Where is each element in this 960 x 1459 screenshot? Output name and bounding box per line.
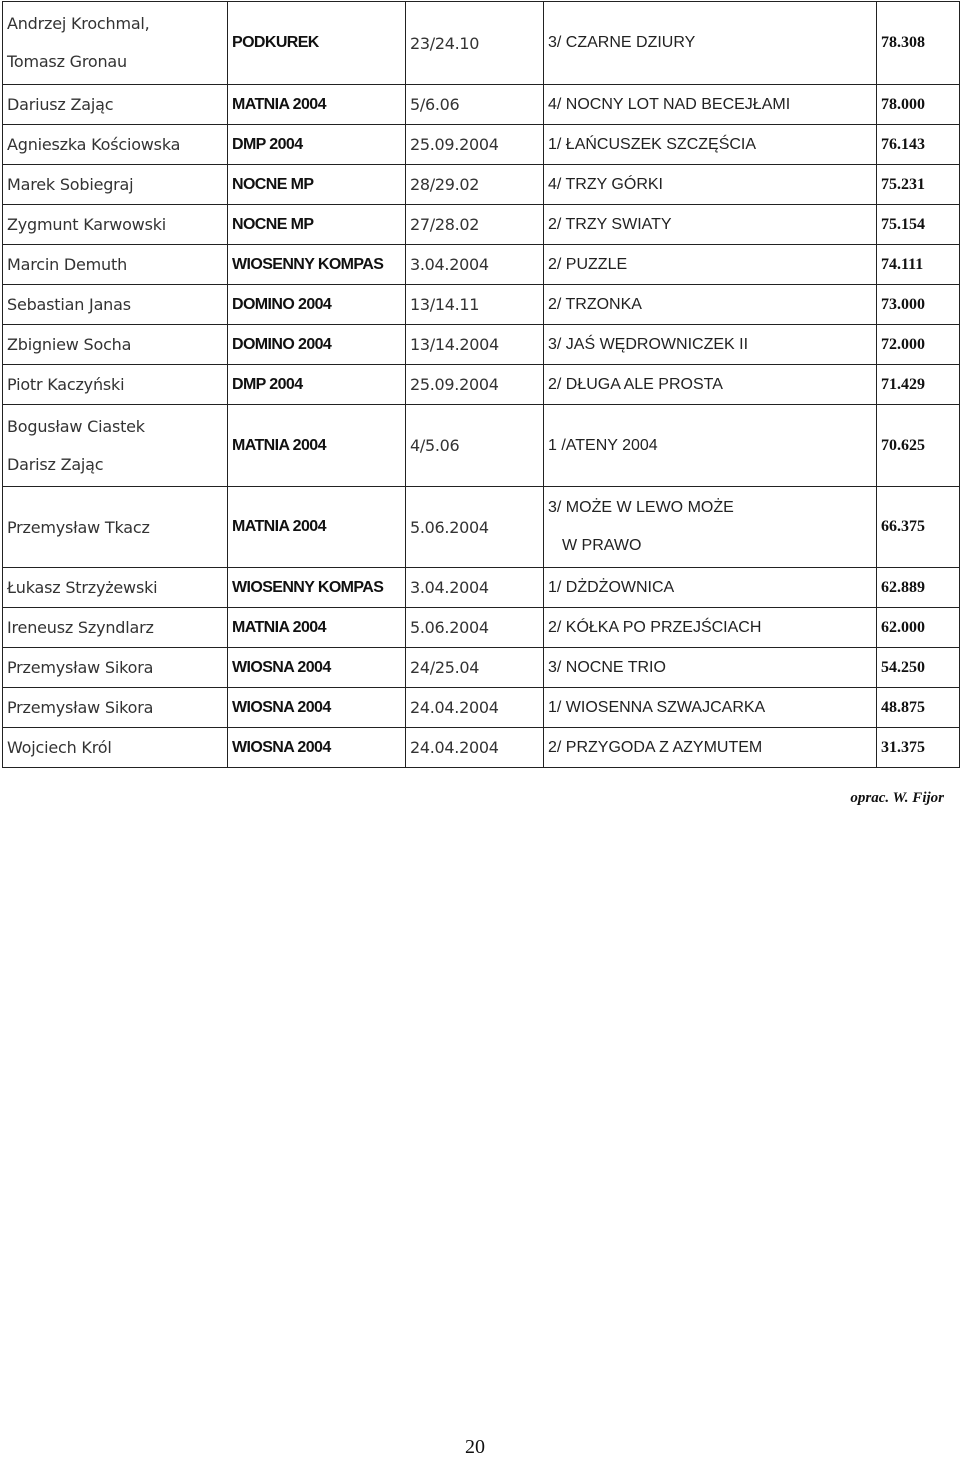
route-name: 2/ PRZYGODA Z AZYMUTEM — [544, 728, 877, 768]
score: 76.143 — [877, 125, 960, 165]
page-number: 20 — [465, 1436, 485, 1458]
event-date: 5.06.2004 — [406, 487, 544, 568]
event-name: DMP 2004 — [228, 365, 406, 405]
event-date: 25.09.2004 — [406, 365, 544, 405]
event-name: WIOSNA 2004 — [228, 728, 406, 768]
table-row — [3, 285, 960, 325]
event-name: MATNIA 2004 — [228, 85, 406, 125]
participant-name: Agnieszka Kościowska — [3, 125, 228, 165]
route-name: W PRAWO — [562, 537, 642, 554]
results-table — [2, 1, 960, 768]
participant-name-cell — [3, 405, 228, 487]
event-date: 28/29.02 — [406, 165, 544, 205]
event-date: 4/5.06 — [406, 405, 544, 487]
event-date: 5.06.2004 — [406, 608, 544, 648]
table-row — [3, 325, 960, 365]
table-row — [3, 365, 960, 405]
participant-name: Andrzej Krochmal, — [7, 14, 150, 33]
participant-name: Przemysław Sikora — [3, 648, 228, 688]
event-name: PODKUREK — [228, 2, 406, 85]
score: 66.375 — [877, 487, 960, 568]
participant-name: Zbigniew Socha — [3, 325, 228, 365]
score: 75.231 — [877, 165, 960, 205]
event-date: 23/24.10 — [406, 2, 544, 85]
table-row — [3, 608, 960, 648]
score: 75.154 — [877, 205, 960, 245]
participant-name: Dariusz Zając — [3, 85, 228, 125]
table-row — [3, 568, 960, 608]
participant-name: Tomasz Gronau — [7, 52, 127, 71]
route-name: 4/ NOCNY LOT NAD BECEJŁAMI — [544, 85, 877, 125]
route-name: 2/ PUZZLE — [544, 245, 877, 285]
table-row — [3, 85, 960, 125]
table-row — [3, 688, 960, 728]
participant-name: Łukasz Strzyżewski — [3, 568, 228, 608]
route-name: 3/ NOCNE TRIO — [544, 648, 877, 688]
event-date: 13/14.11 — [406, 285, 544, 325]
route-name: 1/ WIOSENNA SZWAJCARKA — [544, 688, 877, 728]
participant-name: Zygmunt Karwowski — [3, 205, 228, 245]
event-date: 13/14.2004 — [406, 325, 544, 365]
table-row — [3, 648, 960, 688]
event-date: 3.04.2004 — [406, 245, 544, 285]
route-name: 3/ CZARNE DZIURY — [544, 2, 877, 85]
score: 78.000 — [877, 85, 960, 125]
event-date: 25.09.2004 — [406, 125, 544, 165]
table-row — [3, 2, 960, 85]
event-name: WIOSNA 2004 — [228, 688, 406, 728]
event-name: DOMINO 2004 — [228, 325, 406, 365]
participant-name: Bogusław Ciastek — [7, 416, 145, 436]
route-name: 1/ DŻDŻOWNICA — [544, 568, 877, 608]
event-date: 24/25.04 — [406, 648, 544, 688]
event-name: WIOSENNY KOMPAS — [228, 568, 406, 608]
participant-name: Wojciech Król — [3, 728, 228, 768]
event-date: 3.04.2004 — [406, 568, 544, 608]
score: 72.000 — [877, 325, 960, 365]
score: 70.625 — [877, 405, 960, 487]
event-name: NOCNE MP — [228, 205, 406, 245]
route-name: 4/ TRZY GÓRKI — [544, 165, 877, 205]
route-name: 3/ JAŚ WĘDROWNICZEK II — [544, 325, 877, 365]
author-signature: oprac. W. Fijor — [850, 790, 944, 806]
route-name: 1/ ŁAŃCUSZEK SZCZĘŚCIA — [544, 125, 877, 165]
table-row — [3, 728, 960, 768]
event-date: 27/28.02 — [406, 205, 544, 245]
participant-name-cell — [3, 2, 228, 85]
score: 73.000 — [877, 285, 960, 325]
route-name: 2/ TRZY SWIATY — [544, 205, 877, 245]
event-date: 24.04.2004 — [406, 688, 544, 728]
event-name: DMP 2004 — [228, 125, 406, 165]
participant-name: Sebastian Janas — [3, 285, 228, 325]
event-date: 5/6.06 — [406, 85, 544, 125]
score: 31.375 — [877, 728, 960, 768]
event-name: MATNIA 2004 — [228, 487, 406, 568]
table-row — [3, 205, 960, 245]
table-row — [3, 487, 960, 568]
participant-name: Marcin Demuth — [3, 245, 228, 285]
route-name: 2/ KÓŁKA PO PRZEJŚCIACH — [544, 608, 877, 648]
participant-name: Ireneusz Szyndlarz — [3, 608, 228, 648]
event-name: WIOSNA 2004 — [228, 648, 406, 688]
score: 74.111 — [877, 245, 960, 285]
table-row — [3, 405, 960, 487]
route-name-cell — [544, 487, 877, 568]
score: 62.889 — [877, 568, 960, 608]
participant-name: Przemysław Sikora — [3, 688, 228, 728]
score: 54.250 — [877, 648, 960, 688]
event-name: DOMINO 2004 — [228, 285, 406, 325]
participant-name: Przemysław Tkacz — [3, 487, 228, 568]
score: 71.429 — [877, 365, 960, 405]
route-name: 3/ MOŻE W LEWO MOŻE — [548, 499, 734, 516]
event-name: MATNIA 2004 — [228, 608, 406, 648]
score: 78.308 — [877, 2, 960, 85]
event-name: MATNIA 2004 — [228, 405, 406, 487]
participant-name: Marek Sobiegraj — [3, 165, 228, 205]
score: 62.000 — [877, 608, 960, 648]
table-row — [3, 245, 960, 285]
table-row — [3, 165, 960, 205]
event-name: WIOSENNY KOMPAS — [228, 245, 406, 285]
table-row — [3, 125, 960, 165]
event-date: 24.04.2004 — [406, 728, 544, 768]
results-table-body — [3, 2, 960, 768]
route-name: 2/ TRZONKA — [544, 285, 877, 325]
route-name: 1 /ATENY 2004 — [544, 405, 877, 487]
route-name: 2/ DŁUGA ALE PROSTA — [544, 365, 877, 405]
score: 48.875 — [877, 688, 960, 728]
participant-name: Darisz Zając — [7, 454, 104, 474]
participant-name: Piotr Kaczyński — [3, 365, 228, 405]
event-name: NOCNE MP — [228, 165, 406, 205]
